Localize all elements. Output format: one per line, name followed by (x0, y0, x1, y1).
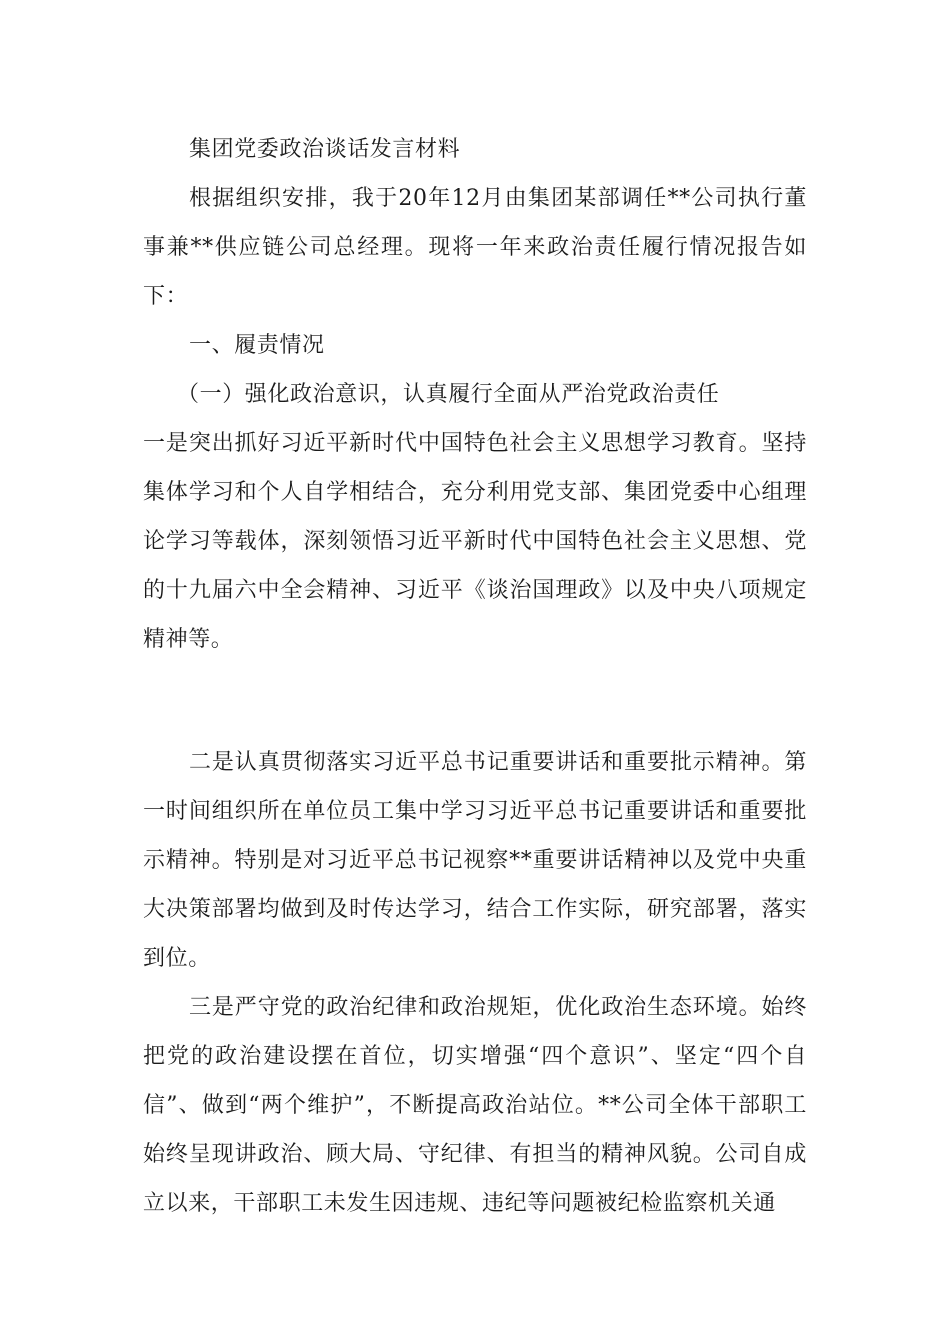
intro-paragraph: 根据组织安排，我于20年12月由集团某部调任**公司执行董事兼**供应链公司总经理。现将一年来政治责任履行情况报告如下： (143, 186, 807, 309)
paragraph-spacer (143, 664, 807, 738)
document-body (143, 125, 807, 1228)
paragraph-2: 二是认真贯彻落实习近平总书记重要讲话和重要批示精神。第一时间组织所在单位员工集中学习习近平总书记重要讲话和重要批示精神。特别是对习近平总书记视察**重要讲话精神以及党中央重大决策部署均做到及时传达学习，结合工作实际，研究部署，落实到位。 (143, 750, 807, 971)
paragraph-3: 三是严守党的政治纪律和政治规矩，优化政治生态环境。始终把党的政治建设摆在首位，切实增强“四个意识”、坚定“四个自信”、做到“两个维护”，不断提高政治站位。**公司全体干部职工始终呈现讲政治、顾大局、守纪律、有担当的精神风貌。公司自成立以来，干部职工未发生因违规、违纪等问题被纪检监察机关通 (143, 995, 807, 1216)
section-heading: 一、履责情况 (189, 333, 325, 358)
subsection-heading: （一）强化政治意识，认真履行全面从严治党政治责任 (177, 382, 720, 407)
document-title: 集团党委政治谈话发言材料 (189, 137, 461, 162)
paragraph-1: 一是突出抓好习近平新时代中国特色社会主义思想学习教育。坚持集体学习和个人自学相结合，充分利用党支部、集团党委中心组理论学习等载体，深刻领悟习近平新时代中国特色社会主义思想、党的十九届六中全会精神、习近平《谈治国理政》以及中央八项规定精神等。 (143, 431, 807, 652)
